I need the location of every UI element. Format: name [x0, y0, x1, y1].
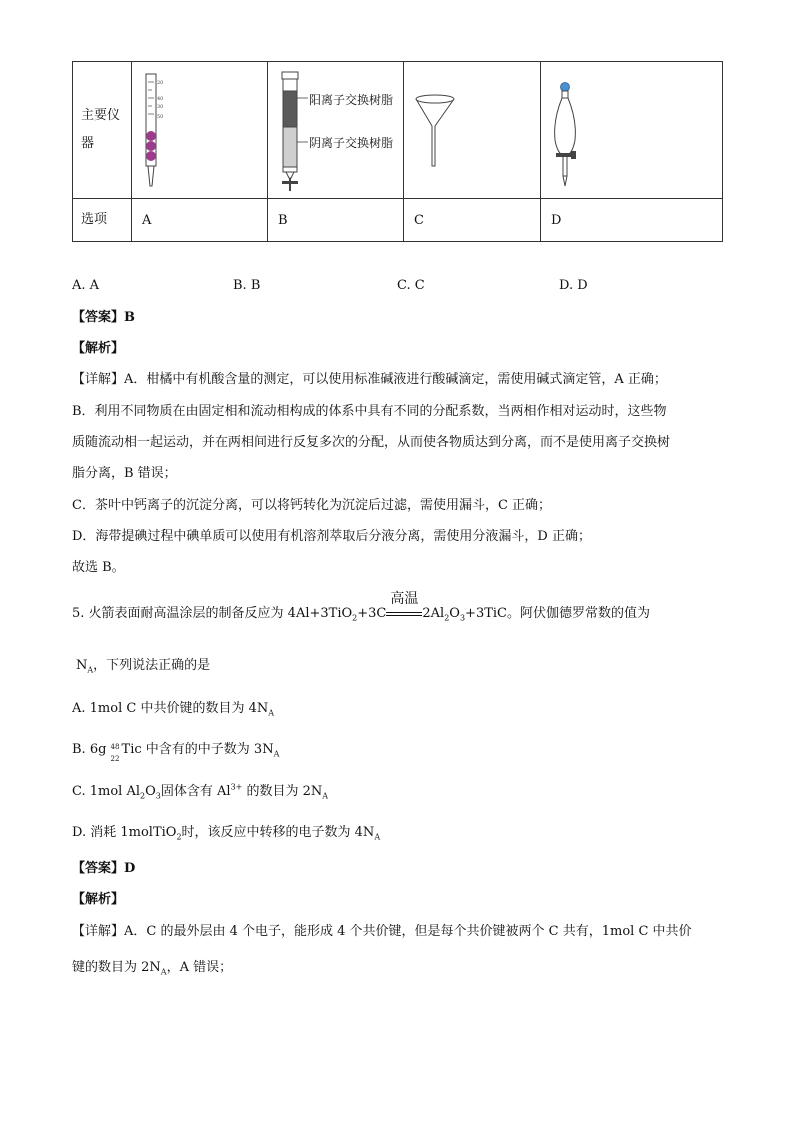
- rubber-bead: [146, 151, 156, 161]
- resin-label-upper: 阳离子交换树脂: [309, 93, 394, 107]
- cation-resin-layer: [283, 91, 297, 127]
- anion-resin-layer: [283, 127, 297, 167]
- q5-option-a: A. 1mol C 中共价键的数目为 $4N_A$: [72, 701, 275, 718]
- q5-analysis-heading: 【解析】: [72, 892, 125, 907]
- q5-option-d: D. 消耗 1molTiO$_2$时，该反应中转移的电子数为 $4N_A$: [72, 825, 381, 842]
- q5-detail-a-2: 键的数目为 $2N_A$，A 错误；: [72, 960, 233, 977]
- resin-label-lower: 阴离子交换树脂: [309, 136, 394, 150]
- tick-label: 40: [157, 96, 164, 102]
- q4-choice-d: D. D: [559, 278, 588, 293]
- q4-analysis-heading: 【解析】: [72, 341, 125, 356]
- q4-detail-c: C．茶叶中钙离子的沉淀分离，可以将钙转化为沉淀后过滤，需使用漏斗，C 正确；: [72, 498, 552, 513]
- q5-detail-a-1: 【详解】A．C 的最外层由 4 个电子，能形成 4 个共价键，但是每个共价键被两个 C 共有，1mol C 中共价: [72, 924, 692, 939]
- q4-answer: 【答案】B: [72, 310, 135, 325]
- tick-label: 30: [157, 104, 164, 110]
- tick-label: 20: [157, 80, 164, 86]
- stopper: [561, 83, 570, 92]
- cell-ion-exchange-column: [268, 62, 404, 199]
- rubber-bead: [146, 141, 156, 151]
- q4-choice-b: B. B: [233, 278, 261, 293]
- q4-detail-d: D．海带提碘过程中碘单质可以使用有机溶剂萃取后分液分离，需使用分液漏斗，D 正确；: [72, 529, 591, 544]
- option-cell-c: C: [404, 199, 541, 242]
- reaction-arrow: 高温: [386, 607, 422, 621]
- ion-exchange-column-illustration: [268, 62, 404, 198]
- cell-burette: [132, 62, 268, 199]
- q4-choice-c: C. C: [397, 278, 425, 293]
- apparatus-table: [72, 61, 723, 242]
- q5-stem-line1: 5. 火箭表面耐高温涂层的制备反应为 4Al+3TiO$_2$+3C 高温 $2Al_2O_3+3TiC$。阿伏伽德罗常数的值为: [72, 590, 651, 623]
- q4-detail-a: 【详解】A．柑橘中有机酸含量的测定，可以使用标准碱液进行酸碱滴定，需使用碱式滴定管，A 正确；: [72, 372, 667, 387]
- q4-detail-b-2: 质随流动相一起运动，并在两相间进行反复多次的分配，从而使各物质达到分离，而不是使用离子交换树: [72, 435, 671, 450]
- option-cell-a: A: [132, 199, 268, 242]
- q4-choice-a: A. A: [72, 278, 100, 293]
- q4-conclusion: 故选 B。: [72, 560, 125, 575]
- q4-detail-b-1: B．利用不同物质在由固定相和流动相构成的体系中具有不同的分配系数，当两相作相对运动时，这些物: [72, 404, 667, 419]
- q5-option-b: B. 6g 48 22 Tic 中含有的中子数为 $3N_A$: [72, 742, 280, 763]
- cell-funnel: [404, 62, 541, 199]
- option-cell-d: D: [541, 199, 723, 242]
- tick-label: 50: [157, 114, 164, 120]
- q5-stem-line2: $N_A$，下列说法正确的是: [76, 658, 211, 675]
- rubber-bead: [146, 131, 156, 141]
- row-label-option: 选项: [73, 199, 132, 242]
- q4-detail-b-3: 脂分离，B 错误；: [72, 466, 177, 481]
- cell-separatory-funnel: [541, 62, 723, 199]
- q5-option-c: C. 1mol $Al_2O_3$固体含有 $Al^{3+}$ 的数目为 $2N_A$: [72, 782, 329, 801]
- row-label-instruments: 主要仪器: [73, 62, 132, 199]
- burette-illustration: [132, 62, 268, 198]
- option-cell-b: B: [268, 199, 404, 242]
- separatory-funnel-illustration: [541, 62, 723, 198]
- funnel-illustration: [404, 62, 541, 198]
- q5-answer: 【答案】D: [72, 861, 136, 876]
